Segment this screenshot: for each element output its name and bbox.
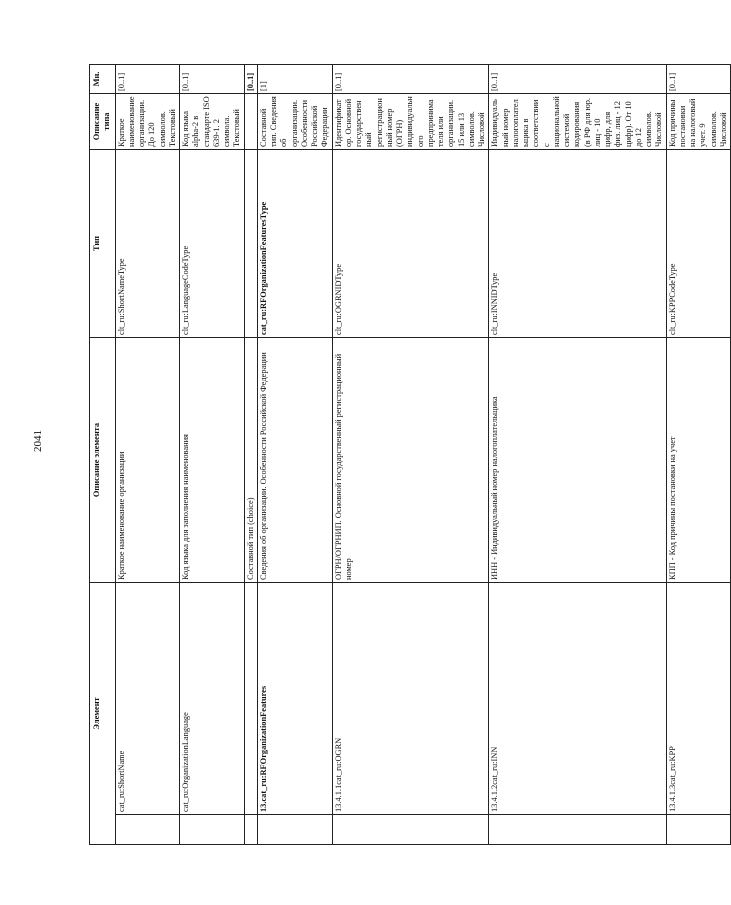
type-name: clt_ru:LanguageCodeType: [180, 150, 245, 338]
table-row: [180, 65, 245, 845]
element-description: Код языка для заполнения наименования: [180, 338, 245, 583]
element-description: Составной тип (choice): [244, 338, 257, 583]
type-name: clt_ru:ShortNameType: [115, 150, 180, 338]
multiplicity: [0..1]: [180, 65, 245, 94]
type-description: [244, 94, 257, 150]
element-description: КПП - Код причины постановки на учет: [666, 338, 731, 583]
element-name-text: cat_ru:OGRN: [333, 737, 343, 785]
type-description: Индивидуальный номер налогоплательщика в соответствии с национальной системой кодирования (в РФ для юр. лиц - 10 цифр, для физ. лиц - 12 цифр). От 10 до 12 символов. Числовой: [489, 94, 666, 150]
element-name: [489, 583, 666, 815]
type-description: Составной тип. Сведения об организации. Особенности Российской Федерации: [257, 94, 332, 150]
table-row: [257, 65, 332, 845]
table-row: [115, 65, 180, 845]
multiplicity: [0..1]: [666, 65, 731, 94]
element-name-text: cat_ru:INN: [490, 746, 500, 785]
multiplicity: [0..1]: [244, 65, 257, 94]
element-description: Сведения об организации. Особенности Российской Федерации: [257, 338, 332, 583]
element-name: cat_ru:ShortName: [115, 583, 180, 815]
rotated-page: [89, 65, 731, 845]
table-row: [489, 65, 666, 845]
page-number: 2041: [32, 430, 44, 452]
table-row: [244, 65, 257, 845]
type-name: cat_ru:RFOrganizationFeaturesType: [257, 150, 332, 338]
type-name: clt_ru:INNIDType: [489, 150, 666, 338]
multiplicity: [0..1]: [115, 65, 180, 94]
element-name: [244, 583, 257, 815]
row-number: 13.4.1.2: [490, 784, 500, 812]
element-name: [666, 583, 731, 815]
type-description: Краткое наименование организации. До 120 символов. Текстовый: [115, 94, 180, 150]
element-description: Краткое наименование организации: [115, 338, 180, 583]
table-row: [666, 65, 731, 845]
type-name: [244, 150, 257, 338]
header-element: Элемент: [90, 583, 116, 845]
element-description: ИНН - Индивидуальный номер налогоплательщика: [489, 338, 666, 583]
row-number: 13.: [258, 801, 268, 812]
multiplicity: [0..1]: [332, 65, 489, 94]
element-name: [332, 583, 489, 815]
type-description: Код причины постановки на налоговый учет. 9 символов. Числовой: [666, 94, 731, 150]
header-multiplicity: Мн.: [90, 65, 116, 94]
row-number: 13.4.1.3: [667, 784, 677, 812]
type-name: clt_ru:KPPCodeType: [666, 150, 731, 338]
table-row: [332, 65, 489, 845]
multiplicity: [0..1]: [489, 65, 666, 94]
element-name: cat_ru:OrganizationLanguage: [180, 583, 245, 815]
element-description: ОГРН/ОГРНИП. Основной государственный регистрационный номер: [332, 338, 489, 583]
table-header-row: [90, 65, 116, 845]
element-name-text: cat_ru:KPP: [667, 746, 677, 785]
header-type: Тип: [90, 150, 116, 338]
type-description: Код языка alpha-2 в стандарте ISO 639-1. 2 символа. Текстовый: [180, 94, 245, 150]
type-name: clt_ru:OGRNIDType: [332, 150, 489, 338]
element-name-text: cat_ru:RFOrganizationFeatures: [258, 685, 268, 802]
multiplicity: [1]: [257, 65, 332, 94]
elements-table: [89, 64, 731, 845]
row-number: 13.4.1.1: [333, 784, 343, 812]
element-name: [257, 583, 332, 815]
header-type-description: Описание типа: [90, 94, 116, 150]
type-description: Идентификатор. Основной государственный регистрационный номер (ОГРН) индивидуального предпринимателя или организации. 15 или 13 символов. Числовой: [332, 94, 489, 150]
header-element-description: Описание элемента: [90, 338, 116, 583]
